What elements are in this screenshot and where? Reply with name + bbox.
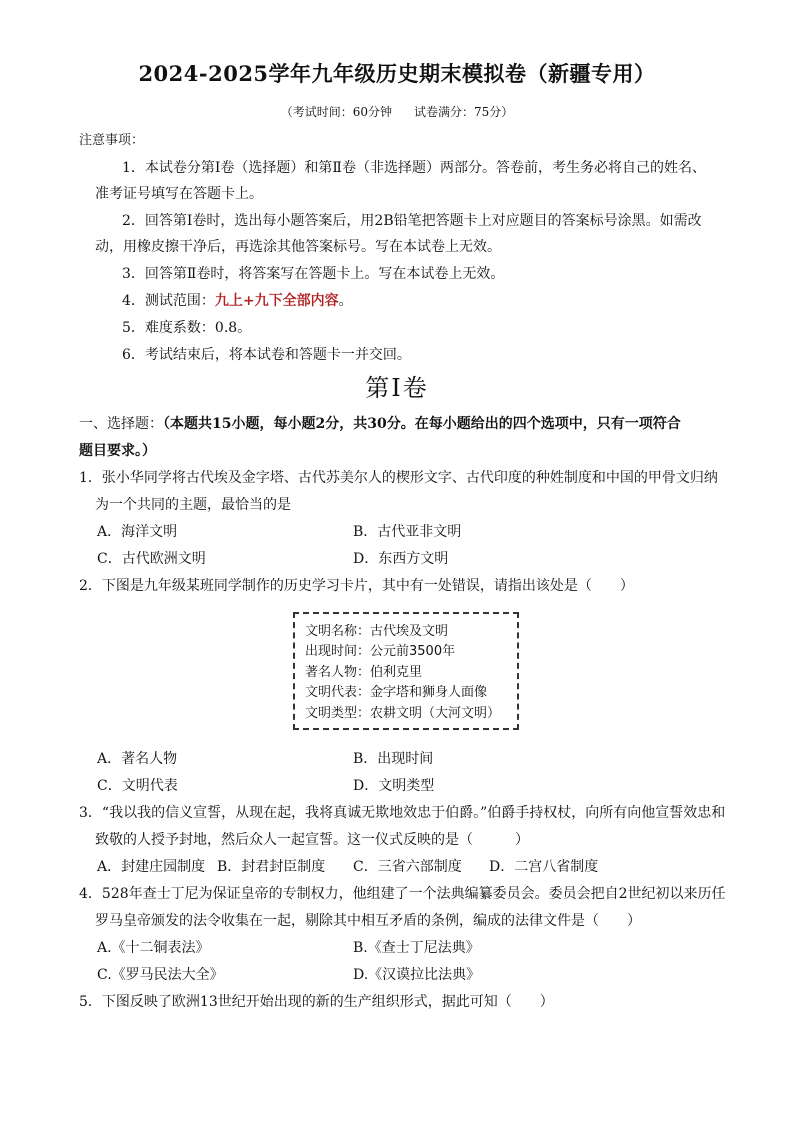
- part1-heading: [79, 414, 681, 434]
- q3-option-c: C．三省六部制度: [353, 859, 462, 875]
- card-appearance-time: 出现时间：公元前3500年: [305, 644, 456, 660]
- q3-stem-line1: 3．“我以我的信义宣誓，从现在起，我将真诚无欺地效忠于伯爵。”伯爵手持权杖，向所有向他宣誓效忠和: [79, 805, 726, 821]
- note-item-3: 3．回答第Ⅱ卷时，将答案写在答题卡上。写在本试卷上无效。: [122, 266, 505, 282]
- exam-subtitle: [0, 103, 794, 120]
- q4-stem-line1: 4．528年查士丁尼为保证皇帝的专制权力，他组建了一个法典编纂委员会。委员会把自2世纪初以来历任: [79, 886, 726, 902]
- q1-option-d: D．东西方文明: [353, 551, 449, 567]
- note-item-4-suffix: 。: [338, 293, 353, 309]
- note-item-1-line1: 1．本试卷分第Ⅰ卷（选择题）和第Ⅱ卷（非选择题）两部分。答卷前，考生务必将自己的姓名、: [122, 160, 706, 176]
- note-item-6: 6．考试结束后，将本试卷和答题卡一并交回。: [122, 347, 411, 363]
- q3-option-a: A．封建庄园制度: [97, 859, 206, 875]
- q1-option-b: B．古代亚非文明: [353, 524, 462, 540]
- part1-desc-line2: 题目要求。）: [79, 443, 156, 459]
- note-item-4-prefix: 4．测试范围：: [122, 293, 215, 309]
- q2-option-b: B．出现时间: [353, 751, 434, 767]
- card-famous-person: 著名人物：伯利克里: [305, 664, 423, 680]
- q4-option-d: D.《汉谟拉比法典》: [353, 967, 481, 983]
- q1-option-c: C．古代欧洲文明: [97, 551, 206, 567]
- q5-stem: 5．下图反映了欧洲13世纪开始出现的新的生产组织形式，据此可知（ ）: [79, 994, 554, 1010]
- q1-stem-line2: 为一个共同的主题，最恰当的是: [95, 497, 291, 513]
- card-civilization-symbol: 文明代表：金字塔和狮身人面像: [305, 685, 488, 701]
- test-scope: 九上+九下全部内容: [214, 293, 339, 309]
- note-item-2-line2: 动，用橡皮擦干净后，再选涂其他答案标号。写在本试卷上无效。: [95, 239, 501, 255]
- q2-option-a: A．著名人物: [97, 751, 178, 767]
- exam-title: 2024-2025学年九年级历史期末模拟卷（新疆专用）: [138, 61, 656, 86]
- q3-option-b: B．封君封臣制度: [217, 859, 326, 875]
- exam-score: 试卷满分：75分）: [414, 105, 514, 119]
- q1-stem-line1: 1．张小华同学将古代埃及金字塔、古代苏美尔人的楔形文字、古代印度的种姓制度和中国的甲骨文归纳: [79, 470, 718, 486]
- q4-option-b: B.《查士丁尼法典》: [353, 940, 480, 956]
- history-study-card: [293, 612, 519, 730]
- part1-label: 一、选择题：: [79, 416, 163, 432]
- note-item-2-line1: 2．回答第Ⅰ卷时，选出每小题答案后，用2B铅笔把答题卡上对应题目的答案标号涂黑。如需改: [122, 213, 702, 229]
- note-item-4: [122, 291, 353, 311]
- q1-option-a: A．海洋文明: [97, 524, 178, 540]
- card-civilization-name: 文明名称：古代埃及文明: [305, 624, 449, 639]
- q4-stem-line2: 罗马皇帝颁发的法令收集在一起，剔除其中相互矛盾的条例，编成的法律文件是（ ）: [95, 913, 641, 929]
- q2-option-c: C．文明代表: [97, 778, 178, 794]
- q3-stem-line2: 致敬的人授予封地，然后众人一起宣誓。这一仪式反映的是（ ）: [95, 832, 529, 848]
- q4-option-c: C.《罗马民法大全》: [97, 967, 224, 983]
- note-item-5: 5．难度系数：0.8。: [122, 320, 252, 336]
- part1-desc-line1: （本题共15小题，每小题2分，共30分。在每小题给出的四个选项中，只有一项符合: [163, 416, 681, 432]
- q2-stem: 2．下图是九年级某班同学制作的历史学习卡片，其中有一处错误，请指出该处是（ ）: [79, 578, 634, 594]
- q4-option-a: A.《十二铜表法》: [97, 940, 210, 956]
- q2-option-d: D．文明类型: [353, 778, 435, 794]
- exam-time: （考试时间：60分钟: [280, 105, 392, 119]
- q3-option-d: D．二宫八省制度: [489, 859, 599, 875]
- card-civilization-type: 文明类型：农耕文明（大河文明）: [305, 705, 501, 721]
- note-item-1-line2: 准考证号填写在答题卡上。: [95, 186, 263, 202]
- section-title: 第Ⅰ卷: [365, 374, 429, 402]
- notes-heading: 注意事项：: [79, 133, 145, 148]
